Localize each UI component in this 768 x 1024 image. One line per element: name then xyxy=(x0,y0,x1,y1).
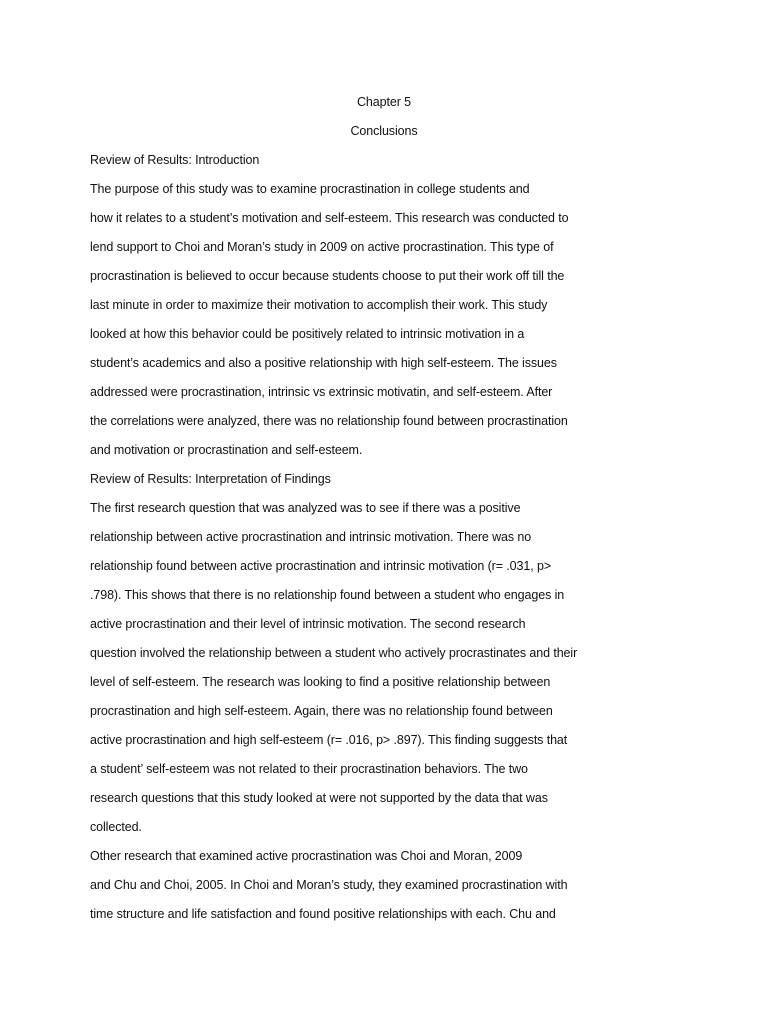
paragraph-line: lend support to Choi and Moran’s study in 2009 on active procrastination. This type of xyxy=(90,240,554,254)
paragraph-line: collected. xyxy=(90,820,142,834)
section-title: Conclusions xyxy=(350,124,418,138)
paragraph-line: addressed were procrastination, intrinsic vs extrinsic motivatin, and self-esteem. After xyxy=(90,385,553,399)
paragraph-line: question involved the relationship between a student who actively procrastinates and their xyxy=(90,646,578,660)
subheading-interpretation: Review of Results: Interpretation of Findings xyxy=(90,472,331,486)
paragraph-line: active procrastination and their level of intrinsic motivation. The second research xyxy=(90,617,526,631)
paragraph-line: procrastination is believed to occur because students choose to put their work off till the xyxy=(90,269,565,283)
paragraph-line: time structure and life satisfaction and found positive relationships with each. Chu and xyxy=(90,907,556,921)
paragraph-line: relationship found between active procrastination and intrinsic motivation (r= .031, p> xyxy=(90,559,552,573)
paragraph-line: and Chu and Choi, 2005. In Choi and Moran’s study, they examined procrastination with xyxy=(90,878,568,892)
paragraph-line: procrastination and high self-esteem. Again, there was no relationship found between xyxy=(90,704,553,718)
subheading-introduction: Review of Results: Introduction xyxy=(90,153,260,167)
paragraph-line: The purpose of this study was to examine procrastination in college students and xyxy=(90,182,530,196)
paragraph-line: level of self-esteem. The research was looking to find a positive relationship between xyxy=(90,675,551,689)
paragraph-line: looked at how this behavior could be positively related to intrinsic motivation in a xyxy=(90,327,525,341)
paragraph-line: Other research that examined active procrastination was Choi and Moran, 2009 xyxy=(90,849,523,863)
paragraph-line: last minute in order to maximize their motivation to accomplish their work. This study xyxy=(90,298,548,312)
paragraph-line: a student’ self-esteem was not related to their procrastination behaviors. The two xyxy=(90,762,528,776)
paragraph-line: student’s academics and also a positive relationship with high self-esteem. The issues xyxy=(90,356,557,370)
paragraph-line: .798). This shows that there is no relationship found between a student who engages in xyxy=(90,588,565,602)
paragraph-line: research questions that this study looked at were not supported by the data that was xyxy=(90,791,548,805)
paragraph-line: The first research question that was analyzed was to see if there was a positive xyxy=(90,501,521,515)
paragraph-line: the correlations were analyzed, there was no relationship found between procrastination xyxy=(90,414,568,428)
paragraph-line: active procrastination and high self-esteem (r= .016, p> .897). This finding suggests that xyxy=(90,733,568,747)
paragraph-line: and motivation or procrastination and self-esteem. xyxy=(90,443,363,457)
paragraph-line: relationship between active procrastination and intrinsic motivation. There was no xyxy=(90,530,532,544)
chapter-heading: Chapter 5 xyxy=(357,95,411,109)
paragraph-line: how it relates to a student’s motivation and self-esteem. This research was conducted to xyxy=(90,211,569,225)
